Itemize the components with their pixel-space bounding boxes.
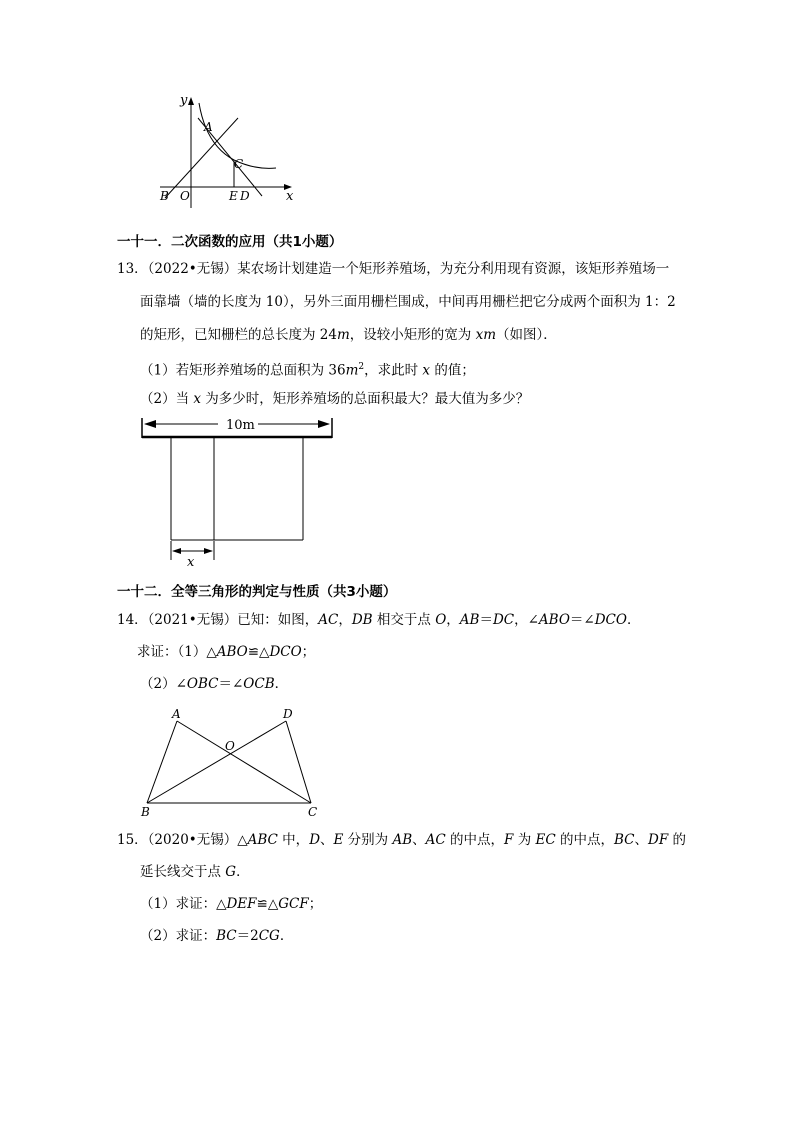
q14-proof-text: ； bbox=[301, 644, 316, 660]
coordinate-figure bbox=[150, 88, 300, 208]
q13-text: 的矩形，已知栅栏的总长度为 24 bbox=[140, 327, 337, 343]
q15-p1-text: ； bbox=[308, 896, 323, 912]
q15-p1-gcf: GCF bbox=[278, 896, 309, 912]
q13-var-xm: xm bbox=[475, 327, 497, 343]
q13-text: （如图）． bbox=[496, 327, 557, 343]
q14-ac: AC bbox=[318, 612, 339, 628]
x-dim-right-arrow bbox=[204, 548, 213, 554]
section-12-heading: 一十二．全等三角形的判定与性质（共3小题） bbox=[117, 584, 397, 600]
q13-part-2 bbox=[140, 389, 529, 409]
q13-line-2: 面靠墙（墙的长度为 10），另外三面用栅栏围成，中间再用栅栏把它分成两个面积为 1：2 bbox=[140, 294, 676, 310]
q13-unit-m: m bbox=[336, 327, 350, 343]
q14-proof-obc: OBC bbox=[186, 676, 219, 692]
label-a: A bbox=[204, 120, 213, 134]
q15-abc: ABC bbox=[247, 832, 278, 848]
q14-proof-text: ． bbox=[274, 676, 289, 692]
segment-dc bbox=[286, 721, 311, 803]
label-b: B bbox=[160, 189, 169, 203]
q15-line-2 bbox=[140, 862, 250, 882]
q14-proof-text: ≌△ bbox=[247, 644, 270, 660]
label-o: O bbox=[225, 739, 235, 753]
q14-text: 相交于点 bbox=[372, 612, 436, 628]
q13-line-1: 13．（2022•无锡）某农场计划建造一个矩形养殖场，为充分利用现有资源，该矩形养殖场一 bbox=[117, 261, 670, 277]
q15-f: F bbox=[504, 832, 514, 848]
q15-p2-bc: BC bbox=[216, 928, 237, 944]
q15-ec: EC bbox=[535, 832, 556, 848]
q15-part-1 bbox=[140, 894, 322, 914]
q14-proof-abo: ABO bbox=[216, 644, 248, 660]
q15-text: 15．（2020•无锡）△ bbox=[117, 832, 248, 848]
q15-text: 、 bbox=[320, 832, 334, 848]
section-11-heading: 一十一．二次函数的应用（共1小题） bbox=[117, 234, 343, 250]
q14-text: ＝ bbox=[479, 612, 493, 628]
wall-length-label: 10m bbox=[226, 418, 255, 433]
q14-text: ， bbox=[446, 612, 460, 628]
q14-proof-text: （2）∠ bbox=[140, 676, 187, 692]
q15-d: D bbox=[309, 832, 321, 848]
q15-p2-text: ＝2 bbox=[236, 928, 259, 944]
q14-proof-2 bbox=[140, 674, 288, 694]
q13-text: ，设较小矩形的宽为 bbox=[349, 327, 476, 343]
q14-ab: AB bbox=[459, 612, 480, 628]
q15-text: 的中点， bbox=[445, 832, 505, 848]
label-c: C bbox=[234, 157, 244, 171]
q13-p1-unit: m bbox=[345, 362, 359, 379]
triangle-figure bbox=[135, 700, 335, 825]
q13-p2-var: x bbox=[193, 391, 202, 407]
q14-abo: ABO bbox=[538, 612, 570, 628]
q15-text: ． bbox=[236, 864, 250, 880]
q15-ab: AB bbox=[392, 832, 413, 848]
q15-text: 、 bbox=[634, 832, 648, 848]
q15-p2-cg: CG bbox=[258, 928, 280, 944]
segment-ac bbox=[177, 721, 311, 803]
label-b: B bbox=[141, 805, 150, 819]
y-axis-arrow bbox=[188, 97, 194, 105]
q15-p2-text: （2）求证： bbox=[140, 928, 217, 944]
wall-dim-left-arrow bbox=[144, 420, 156, 428]
q15-df: DF bbox=[648, 832, 669, 848]
label-x: x bbox=[286, 189, 294, 204]
q15-text: 分别为 bbox=[343, 832, 393, 848]
q15-line-1 bbox=[117, 830, 686, 850]
q13-p1-sup: 2 bbox=[358, 362, 365, 372]
q15-part-2 bbox=[140, 926, 293, 946]
q15-text: 、 bbox=[412, 832, 426, 848]
q13-p2-text: 为多少时，矩形养殖场的总面积最大？最大值为多少？ bbox=[201, 391, 530, 407]
line-bd bbox=[165, 118, 238, 198]
x-dim-label: x bbox=[187, 555, 195, 570]
q15-text: 的中点， bbox=[555, 832, 614, 848]
q14-proof-ocb: OCB bbox=[243, 676, 275, 692]
q14-line-1 bbox=[117, 610, 640, 630]
q15-e: E bbox=[333, 832, 344, 848]
farm-figure bbox=[135, 410, 340, 570]
q14-dc: DC bbox=[492, 612, 515, 628]
label-c: C bbox=[308, 805, 318, 819]
q13-p2-text: （2）当 bbox=[140, 391, 194, 407]
q13-p1-var: x bbox=[422, 362, 431, 379]
x-dim-left-arrow bbox=[172, 548, 181, 554]
q14-text: ＝∠ bbox=[569, 612, 595, 628]
q14-db: DB bbox=[351, 612, 373, 628]
q14-dco: DCO bbox=[594, 612, 627, 628]
q14-text: ，∠ bbox=[514, 612, 539, 628]
q15-g: G bbox=[225, 864, 237, 880]
q15-p1-text: ≌△ bbox=[256, 896, 279, 912]
label-o: O bbox=[180, 189, 190, 203]
segment-ab bbox=[147, 721, 177, 803]
q13-p1-text: （1）若矩形养殖场的总面积为 36 bbox=[140, 362, 346, 379]
q13-part-1 bbox=[140, 357, 475, 381]
q15-text: 为 bbox=[513, 832, 536, 848]
q14-proof-1 bbox=[137, 642, 315, 662]
q15-p2-text: ． bbox=[279, 928, 294, 944]
q14-proof-dco: DCO bbox=[269, 644, 302, 660]
label-a: A bbox=[172, 707, 181, 721]
q15-bc: BC bbox=[613, 832, 635, 848]
q14-text: ， bbox=[338, 612, 352, 628]
q13-line-3 bbox=[140, 325, 557, 345]
q13-p1-text: ，求此时 bbox=[364, 362, 423, 379]
label-y: y bbox=[180, 93, 188, 108]
q14-text: 14．（2021•无锡）已知：如图， bbox=[117, 612, 319, 628]
wall-dim-right-arrow bbox=[318, 420, 330, 428]
label-d: D bbox=[283, 707, 293, 721]
q15-ac: AC bbox=[425, 832, 446, 848]
label-d: D bbox=[240, 189, 250, 203]
label-e: E bbox=[229, 189, 238, 203]
q14-proof-text: ＝∠ bbox=[218, 676, 244, 692]
segment-db bbox=[147, 721, 286, 803]
q15-text: 延长线交于点 bbox=[140, 864, 226, 880]
q14-o: O bbox=[435, 612, 447, 628]
q15-p1-def: DEF bbox=[226, 896, 257, 912]
q15-p1-text: （1）求证：△ bbox=[140, 896, 227, 912]
q14-proof-text: 求证：（1）△ bbox=[137, 644, 217, 660]
q13-p1-text: 的值； bbox=[430, 362, 475, 379]
q15-text: 中， bbox=[277, 832, 310, 848]
q14-text: ． bbox=[626, 612, 641, 628]
q15-text: 的 bbox=[668, 832, 686, 848]
